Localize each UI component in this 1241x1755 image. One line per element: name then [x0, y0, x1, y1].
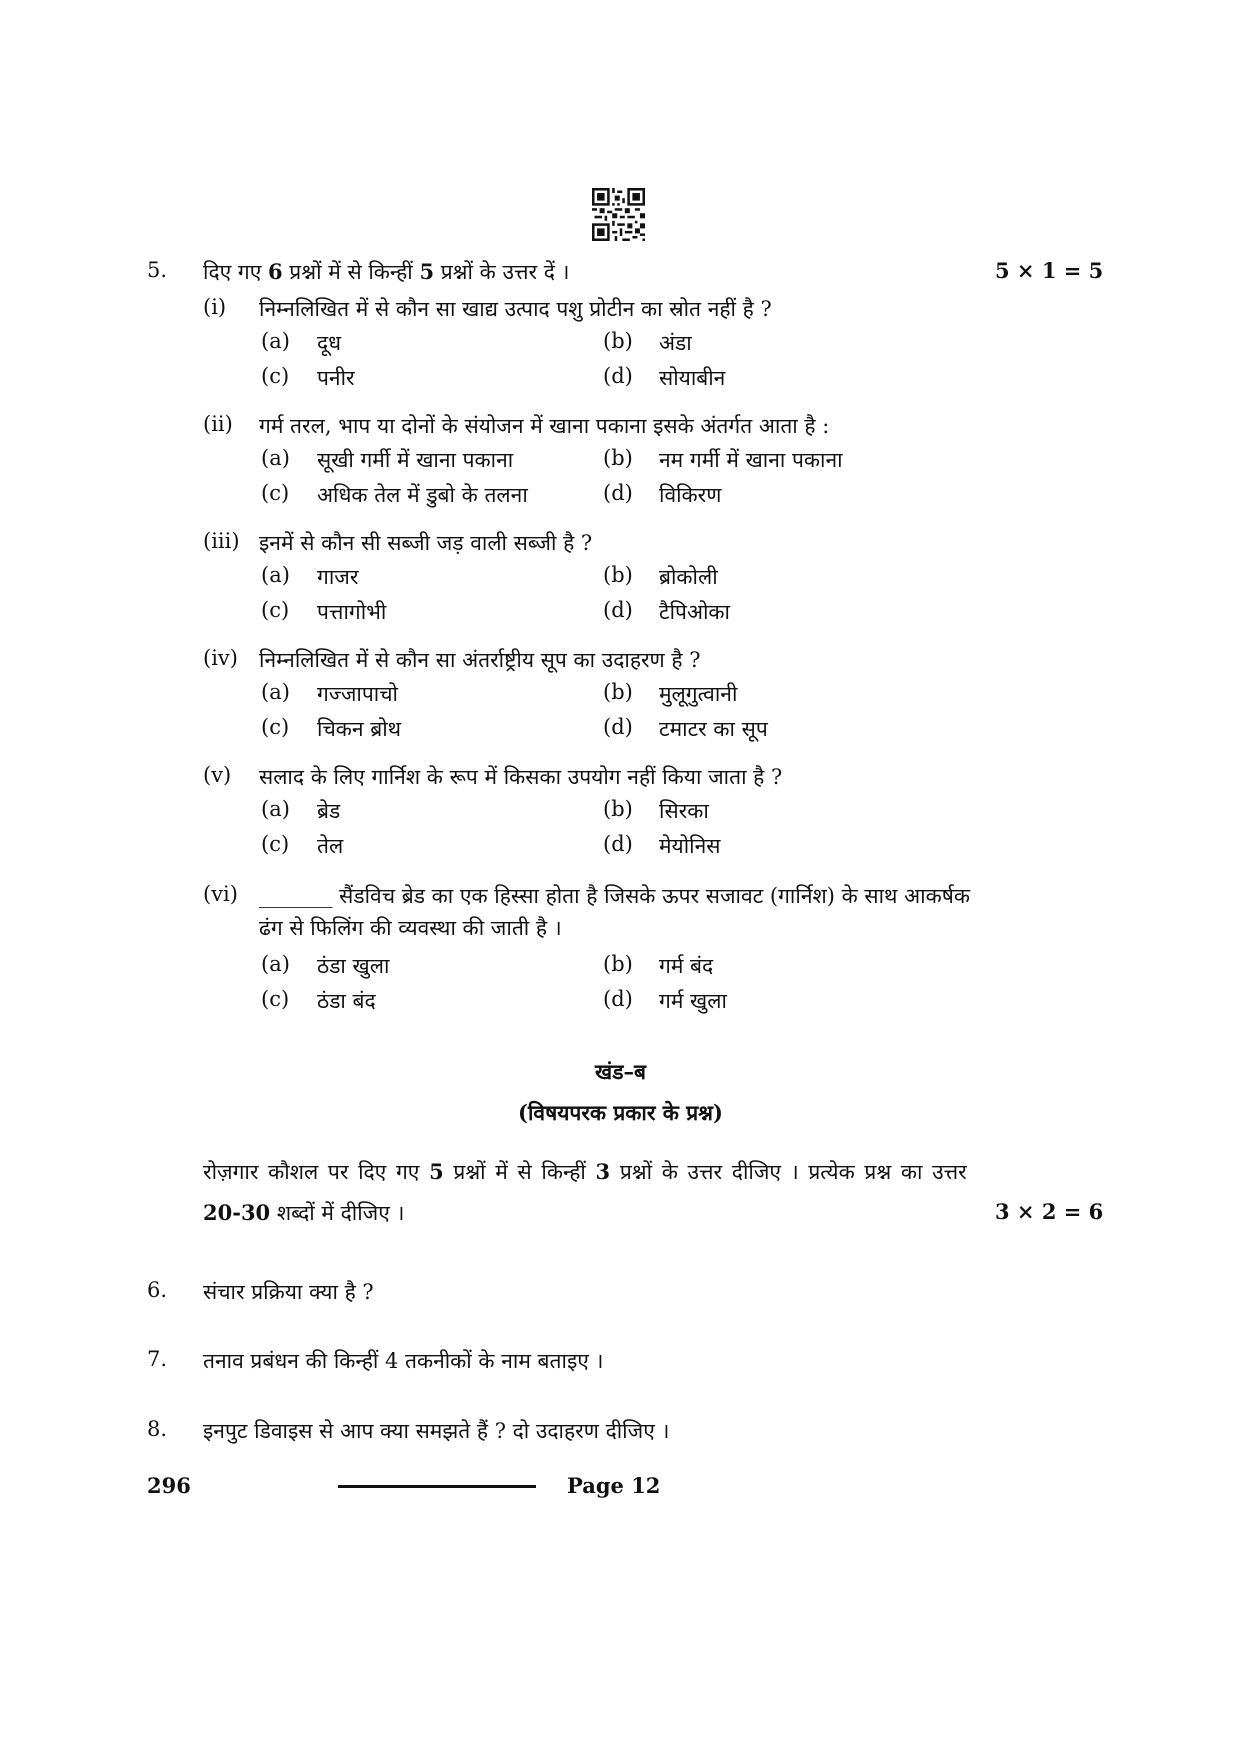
q5-iii-opt-a-text: गाजर [317, 565, 359, 589]
q7-number: 7. [147, 1347, 168, 1371]
q5-iv-number: (iv) [203, 646, 238, 670]
q5-iv-opt-c-label: (c) [261, 715, 290, 739]
q5-instr-mid: प्रश्नों में से किन्हीं [282, 260, 420, 284]
page-number: Page 12 [567, 1473, 661, 1498]
q5-ii-opt-b-text: नम गर्मी में खाना पकाना [659, 448, 843, 472]
section-instr-count: 3 [595, 1159, 611, 1184]
q5-instr-total: 6 [268, 259, 283, 284]
section-subtitle: (विषयपरक प्रकार के प्रश्न) [518, 1100, 723, 1125]
q5-i-opt-c-text: पनीर [317, 366, 355, 390]
section-word-limit: 20-30 [203, 1200, 271, 1225]
q5-vi-opt-d-text: गर्म खुला [659, 989, 727, 1013]
q5-ii-opt-b-label: (b) [603, 446, 633, 470]
q5-i-opt-a-text: दूध [317, 331, 342, 355]
section-marks: 3 × 2 = 6 [995, 1199, 1104, 1224]
section-instr-pre: रोज़गार कौशल पर दिए गए [203, 1160, 430, 1184]
q5-ii-number: (ii) [203, 412, 233, 436]
q5-iii-text: इनमें से कौन सी सब्जी जड़ वाली सब्जी है ? [259, 531, 593, 555]
q5-vi-opt-a-text: ठंडा खुला [317, 954, 390, 978]
q5-instruction [203, 258, 570, 286]
section-instruction-line2 [203, 1199, 404, 1227]
q5-v-opt-c-label: (c) [261, 832, 290, 856]
q5-vi-opt-b-text: गर्म बंद [659, 954, 714, 978]
q5-ii-opt-d-text: विकिरण [659, 483, 722, 507]
q5-iii-opt-b-label: (b) [603, 563, 633, 587]
qr-code-icon [592, 188, 645, 241]
q5-iii-opt-d-label: (d) [603, 598, 633, 622]
q5-v-opt-b-label: (b) [603, 797, 633, 821]
q5-iv-opt-b-text: मुलूगुत्वानी [659, 682, 738, 706]
section-title: खंड–ब [595, 1059, 646, 1084]
q5-i-opt-c-label: (c) [261, 364, 290, 388]
q5-vi-opt-d-label: (d) [603, 987, 633, 1011]
q5-v-number: (v) [203, 763, 232, 787]
q5-vi-text-line2: ढंग से फिलिंग की व्यवस्था की जाती है । [259, 916, 562, 940]
q6-text: संचार प्रक्रिया क्या है ? [203, 1280, 374, 1304]
q5-i-text: निम्नलिखित में से कौन सा खाद्य उत्पाद पशु प्रोटीन का स्रोत नहीं है ? [259, 297, 772, 321]
q5-vi-opt-b-label: (b) [603, 952, 633, 976]
section-instr-post: प्रश्नों के उत्तर दीजिए । प्रत्येक प्रश्न का उत्तर [610, 1160, 967, 1184]
q5-iii-number: (iii) [203, 529, 240, 553]
q8-text: इनपुट डिवाइस से आप क्या समझते हैं ? दो उदाहरण दीजिए । [203, 1419, 670, 1443]
q5-iv-opt-a-text: गज्जापाचो [317, 682, 398, 706]
q5-v-opt-c-text: तेल [317, 834, 344, 858]
q5-i-opt-d-text: सोयाबीन [659, 366, 726, 390]
q5-instr-post: प्रश्नों के उत्तर दें । [434, 260, 570, 284]
q5-i-opt-b-text: अंडा [659, 331, 692, 355]
q5-ii-opt-a-label: (a) [261, 446, 290, 470]
q5-i-number: (i) [203, 295, 227, 319]
q5-iii-opt-c-label: (c) [261, 598, 290, 622]
q5-iii-opt-d-text: टैपिओका [659, 600, 731, 624]
q5-v-opt-a-label: (a) [261, 797, 290, 821]
q5-i-opt-b-label: (b) [603, 329, 633, 353]
q5-v-opt-d-label: (d) [603, 832, 633, 856]
footer-rule [338, 1485, 536, 1488]
q5-iii-opt-a-label: (a) [261, 563, 290, 587]
q5-iii-opt-b-text: ब्रोकोली [659, 565, 718, 589]
q5-vi-number: (vi) [203, 882, 238, 906]
q5-iv-opt-a-label: (a) [261, 680, 290, 704]
q7-text: तनाव प्रबंधन की किन्हीं 4 तकनीकों के नाम बताइए । [203, 1349, 604, 1373]
q5-iv-opt-d-text: टमाटर का सूप [659, 717, 768, 741]
q5-vi-opt-c-label: (c) [261, 987, 290, 1011]
q5-ii-opt-d-label: (d) [603, 481, 633, 505]
section-instr2-post: शब्दों में दीजिए । [270, 1201, 405, 1225]
q6-number: 6. [147, 1278, 168, 1302]
q5-i-opt-d-label: (d) [603, 364, 633, 388]
section-instr-mid: प्रश्नों में से किन्हीं [443, 1160, 596, 1184]
q5-v-opt-d-text: मेयोनिस [659, 834, 721, 858]
q5-instr-count: 5 [419, 259, 435, 284]
q5-vi-text: _______ सैंडविच ब्रेड का एक हिस्सा होता है जिसके ऊपर सजावट (गार्निश) के साथ आकर्षक [259, 884, 971, 908]
q5-vi-opt-a-label: (a) [261, 952, 290, 976]
q5-iv-opt-b-label: (b) [603, 680, 633, 704]
q5-ii-opt-c-text: अधिक तेल में डुबो के तलना [317, 483, 528, 507]
q5-instr-pre: दिए गए [203, 260, 268, 284]
q5-vi-opt-c-text: ठंडा बंद [317, 989, 376, 1013]
q5-v-opt-a-text: ब्रेड [317, 799, 341, 823]
q5-iv-opt-d-label: (d) [603, 715, 633, 739]
q5-v-text: सलाद के लिए गार्निश के रूप में किसका उपयोग नहीं किया जाता है ? [259, 765, 783, 789]
section-instruction [203, 1158, 967, 1186]
q5-iv-text: निम्नलिखित में से कौन सा अंतर्राष्ट्रीय सूप का उदाहरण है ? [259, 648, 701, 672]
section-instr-total: 5 [429, 1159, 444, 1184]
q5-marks: 5 × 1 = 5 [995, 258, 1104, 283]
q8-number: 8. [147, 1417, 168, 1441]
q5-ii-opt-c-label: (c) [261, 481, 290, 505]
paper-code: 296 [147, 1473, 191, 1498]
q5-v-opt-b-text: सिरका [659, 799, 709, 823]
q5-number: 5. [147, 258, 168, 282]
q5-ii-opt-a-text: सूखी गर्मी में खाना पकाना [317, 448, 514, 472]
q5-i-opt-a-label: (a) [261, 329, 290, 353]
q5-iv-opt-c-text: चिकन ब्रोथ [317, 717, 402, 741]
q5-iii-opt-c-text: पत्तागोभी [317, 600, 387, 624]
q5-ii-text: गर्म तरल, भाप या दोनों के संयोजन में खाना पकाना इसके अंतर्गत आता है : [259, 414, 830, 438]
